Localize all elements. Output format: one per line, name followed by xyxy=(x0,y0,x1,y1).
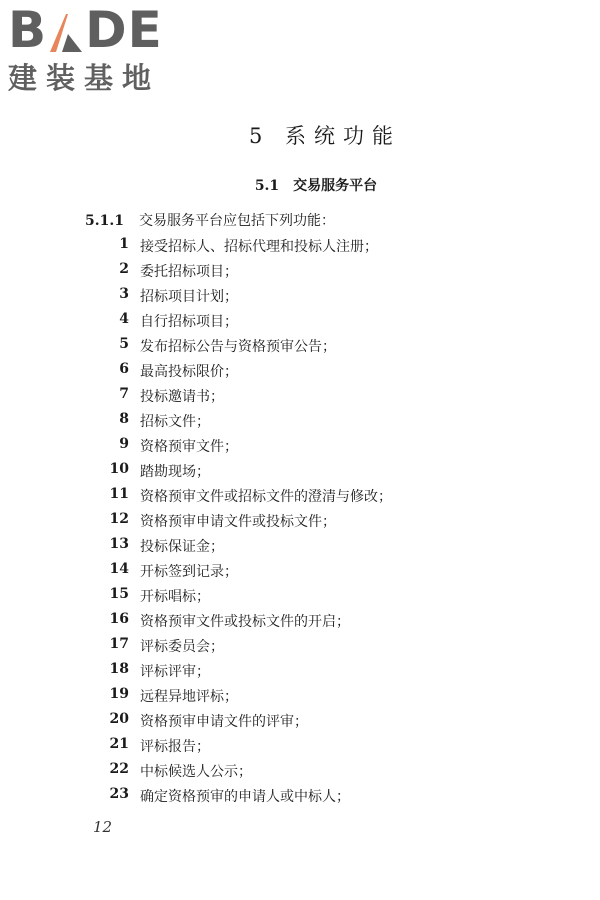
list-item-text: 招标项目计划； xyxy=(140,289,238,305)
list-item-text: 资格预审文件或招标文件的澄清与修改； xyxy=(140,489,392,505)
list-item xyxy=(0,761,600,781)
list-item xyxy=(0,561,600,581)
logo-letters-de: DE xyxy=(85,1,163,59)
list-item-text: 中标候选人公示； xyxy=(140,764,252,780)
list-item-number: 6 xyxy=(119,361,129,377)
list-item-text: 接受招标人、招标代理和投标人注册； xyxy=(140,239,378,255)
list-item-text: 远程异地评标； xyxy=(140,689,238,705)
page-number: 12 xyxy=(93,818,113,836)
section-title: 交易服务平台 xyxy=(293,178,378,194)
list-item xyxy=(0,411,600,431)
chapter-number: 5 xyxy=(248,124,271,148)
list-item-number: 3 xyxy=(119,286,129,302)
list-item-text: 开标唱标； xyxy=(140,589,210,605)
list-item-text: 确定资格预审的申请人或中标人； xyxy=(140,789,350,805)
list-item-text: 委托招标项目； xyxy=(140,264,238,280)
list-item xyxy=(0,286,600,306)
list-item-text: 最高投标限价； xyxy=(140,364,238,380)
list-item-number: 16 xyxy=(109,611,129,627)
clause-number: 5.1.1 xyxy=(85,213,124,229)
list-item-number: 4 xyxy=(119,311,129,327)
clause-text: 交易服务平台应包括下列功能： xyxy=(139,213,335,229)
list-item xyxy=(0,586,600,606)
list-item-text: 评标委员会； xyxy=(140,639,224,655)
list-item-number: 20 xyxy=(109,711,129,727)
list-item-text: 资格预审文件； xyxy=(140,439,238,455)
logo-letter-b: B xyxy=(8,1,48,59)
list-item-number: 11 xyxy=(109,486,129,502)
list-item-text: 资格预审文件或投标文件的开启； xyxy=(140,614,350,630)
list-item xyxy=(0,311,600,331)
list-item xyxy=(0,261,600,281)
list-item xyxy=(0,661,600,681)
clause-heading xyxy=(85,210,335,230)
logo-a-mark xyxy=(48,14,84,52)
list-item-number: 9 xyxy=(119,436,129,452)
list-item-number: 19 xyxy=(109,686,129,702)
list-item-number: 22 xyxy=(109,761,129,777)
list-item-number: 13 xyxy=(109,536,129,552)
list-item-text: 发布招标公告与资格预审公告； xyxy=(140,339,336,355)
logo-accent-a xyxy=(48,14,84,56)
list-item-number: 10 xyxy=(109,461,129,477)
list-item xyxy=(0,536,600,556)
bade-logo xyxy=(8,1,178,95)
list-item-number: 23 xyxy=(109,786,129,802)
list-item xyxy=(0,511,600,531)
list-item-text: 资格预审申请文件或投标文件； xyxy=(140,514,336,530)
list-item-text: 自行招标项目； xyxy=(140,314,238,330)
section-heading xyxy=(0,175,600,195)
list-item-text: 投标保证金； xyxy=(140,539,224,555)
list-item-number: 14 xyxy=(109,561,129,577)
section-number: 5.1 xyxy=(254,178,280,194)
list-item-number: 12 xyxy=(109,511,129,527)
list-item-number: 1 xyxy=(119,236,129,252)
list-item xyxy=(0,611,600,631)
list-item xyxy=(0,736,600,756)
list-item xyxy=(0,386,600,406)
list-item-text: 开标签到记录； xyxy=(140,564,238,580)
list-item-number: 21 xyxy=(109,736,129,752)
list-item-text: 踏勘现场； xyxy=(140,464,210,480)
list-item-number: 15 xyxy=(109,586,129,602)
list-item-number: 7 xyxy=(119,386,129,402)
list-item-number: 18 xyxy=(109,661,129,677)
list-item xyxy=(0,786,600,806)
logo-subtitle: 建装基地 xyxy=(8,61,161,95)
list-item-text: 评标评审； xyxy=(140,664,210,680)
list-item xyxy=(0,686,600,706)
list-item xyxy=(0,486,600,506)
list-item-number: 2 xyxy=(119,261,129,277)
list-item xyxy=(0,636,600,656)
list-item-number: 17 xyxy=(109,636,129,652)
list-item-text: 评标报告； xyxy=(140,739,210,755)
chapter-title: 系统功能 xyxy=(285,124,402,148)
list-item-text: 资格预审申请文件的评审； xyxy=(140,714,308,730)
list-item xyxy=(0,236,600,256)
list-item xyxy=(0,711,600,731)
list-item xyxy=(0,436,600,456)
logo-wordmark xyxy=(8,1,178,59)
list-item xyxy=(0,461,600,481)
list-item-text: 招标文件； xyxy=(140,414,210,430)
list-item-number: 5 xyxy=(119,336,129,352)
list-item xyxy=(0,361,600,381)
list-item xyxy=(0,336,600,356)
list-item-number: 8 xyxy=(119,411,129,427)
chapter-heading xyxy=(0,120,600,150)
list-item-text: 投标邀请书； xyxy=(140,389,224,405)
